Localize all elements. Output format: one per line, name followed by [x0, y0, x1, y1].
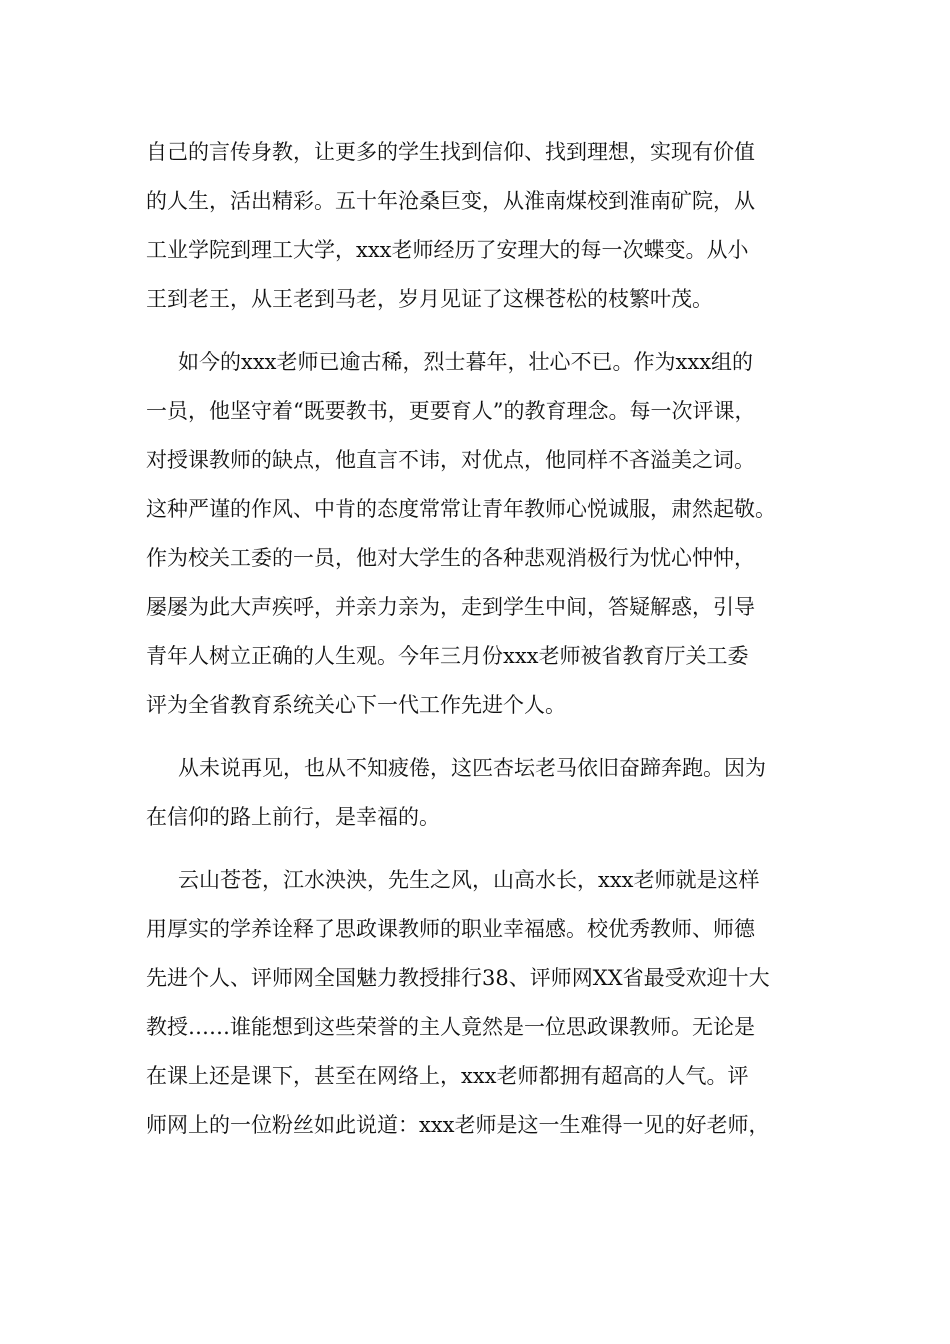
- text-line: 先进个人、评师网全国魅力教授排行38、评师网XX省最受欢迎十大: [146, 966, 770, 990]
- text-line: 评为全省教育系统关心下一代工作先进个人。: [146, 693, 566, 717]
- text-line: 对授课教师的缺点，他直言不讳，对优点，他同样不吝溢美之词。: [146, 448, 755, 472]
- text-line: 屡屡为此大声疾呼，并亲力亲为，走到学生中间，答疑解惑，引导: [146, 595, 755, 619]
- text-line: 在课上还是课下，甚至在网络上，xxx老师都拥有超高的人气。评: [146, 1064, 749, 1088]
- text-line: 作为校关工委的一员，他对大学生的各种悲观消极行为忧心忡忡，: [146, 546, 755, 570]
- text-line: 教授……谁能想到这些荣誉的主人竟然是一位思政课教师。无论是: [146, 1015, 755, 1039]
- text-line: 自己的言传身教，让更多的学生找到信仰、找到理想，实现有价值: [146, 140, 755, 164]
- text-line: 师网上的一位粉丝如此说道：xxx老师是这一生难得一见的好老师，: [146, 1113, 770, 1137]
- text-line: 如今的xxx老师已逾古稀，烈士暮年，壮心不已。作为xxx组的: [178, 350, 754, 374]
- text-line: 工业学院到理工大学，xxx老师经历了安理大的每一次蝶变。从小: [146, 238, 749, 262]
- text-line: 云山苍苍，江水泱泱，先生之风，山高水长，xxx老师就是这样: [178, 868, 760, 892]
- text-line: 在信仰的路上前行，是幸福的。: [146, 805, 440, 829]
- text-line: 王到老王，从王老到马老，岁月见证了这棵苍松的枝繁叶茂。: [146, 287, 713, 311]
- text-line: 的人生，活出精彩。五十年沧桑巨变，从淮南煤校到淮南矿院，从: [146, 189, 755, 213]
- text-line: 青年人树立正确的人生观。今年三月份xxx老师被省教育厅关工委: [146, 644, 749, 668]
- text-line: 一员，他坚守着“既要教书，更要育人”的教育理念。每一次评课，: [146, 399, 756, 423]
- text-line: 这种严谨的作风、中肯的态度常常让青年教师心悦诚服，肃然起敬。: [146, 497, 776, 521]
- text-line: 用厚实的学养诠释了思政课教师的职业幸福感。校优秀教师、师德: [146, 917, 755, 941]
- text-line: 从未说再见，也从不知疲倦，这匹杏坛老马依旧奋蹄奔跑。因为: [178, 756, 766, 780]
